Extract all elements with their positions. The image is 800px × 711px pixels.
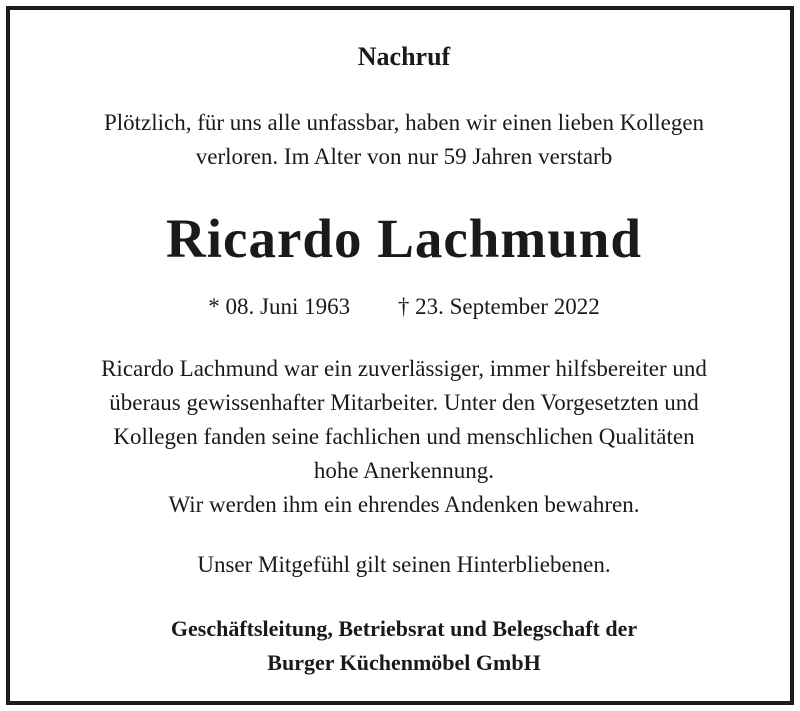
obituary-frame bbox=[6, 6, 794, 705]
sympathy-text: Unser Mitgefühl gilt seinen Hinterbliebenen. bbox=[197, 552, 611, 577]
birth-date: * 08. Juni 1963 bbox=[208, 294, 351, 319]
tribute-text bbox=[10, 352, 798, 522]
signature-line: Geschäftsleitung, Betriebsrat und Belegschaft der bbox=[170, 616, 638, 641]
death-date: † 23. September 2022 bbox=[397, 294, 600, 319]
intro-line: verloren. Im Alter von nur 59 Jahren verstarb bbox=[195, 144, 613, 169]
intro-text bbox=[10, 106, 798, 174]
tribute-line: hohe Anerkennung. bbox=[313, 458, 495, 483]
tribute-line: Kollegen fanden seine fachlichen und menschlichen Qualitäten bbox=[113, 424, 695, 449]
tribute-line: Wir werden ihm ein ehrendes Andenken bewahren. bbox=[168, 492, 640, 517]
heading: Nachruf bbox=[357, 42, 451, 71]
life-dates bbox=[10, 294, 798, 320]
intro-line: Plötzlich, für uns alle unfassbar, haben wir einen lieben Kollegen bbox=[103, 110, 705, 135]
tribute-line: überaus gewissenhafter Mitarbeiter. Unter den Vorgesetzten und bbox=[109, 390, 699, 415]
deceased-name: Ricardo Lachmund bbox=[166, 208, 642, 269]
signature bbox=[10, 612, 798, 680]
signature-line: Burger Küchenmöbel GmbH bbox=[267, 650, 541, 675]
tribute-line: Ricardo Lachmund war ein zuverlässiger, immer hilfsbereiter und bbox=[101, 356, 707, 381]
